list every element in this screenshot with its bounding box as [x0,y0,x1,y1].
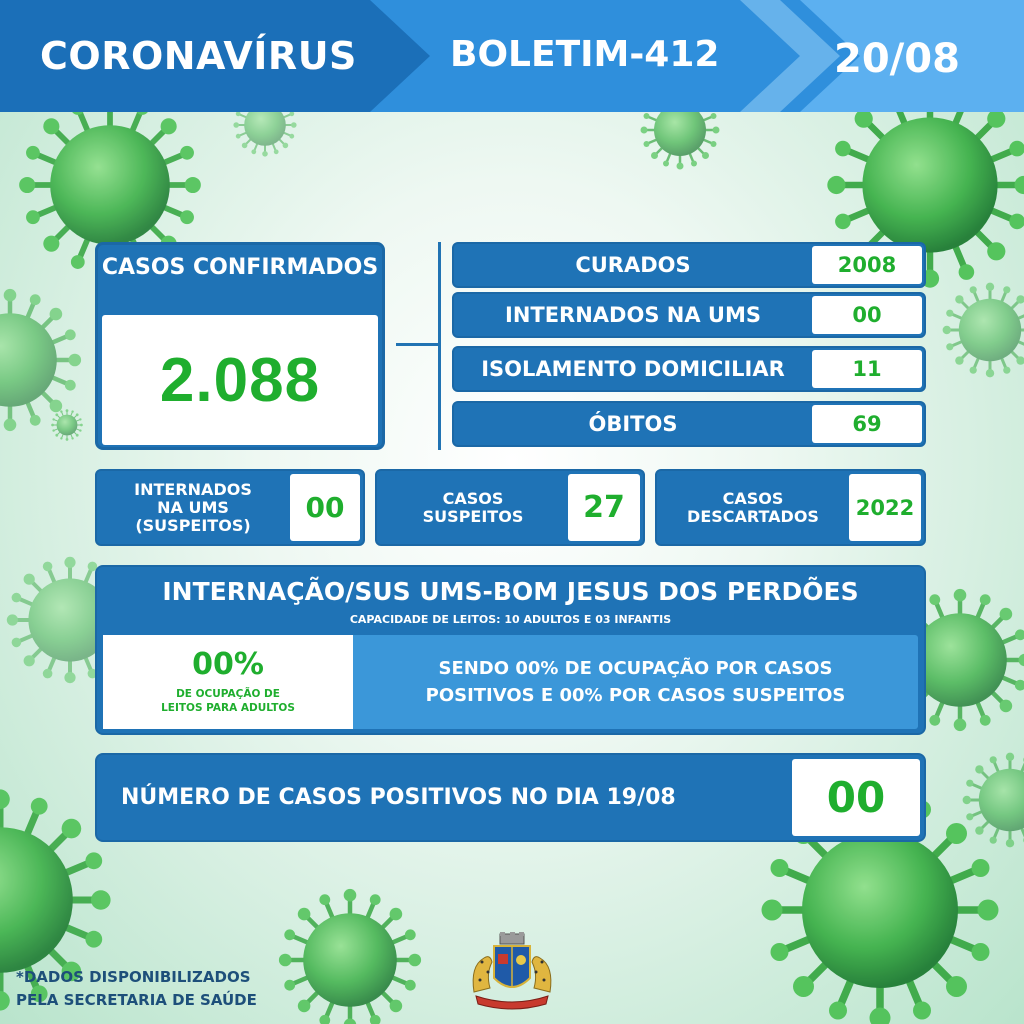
card-internados-suspeitos [95,469,365,546]
occupancy-detail-line: SENDO 00% DE OCUPAÇÃO POR CASOS [438,658,833,679]
card-label [657,471,849,544]
card-label-line: NA UMS [157,497,229,517]
occupancy-percent-label [103,687,353,715]
connector-bracket [438,242,441,450]
stat-label: INTERNADOS NA UMS [505,303,761,327]
confirmed-cases-value: 2.088 [159,345,321,415]
daily-cases-value: 00 [826,773,886,822]
card-label [97,471,289,544]
occupancy-capacity: CAPACIDADE DE LEITOS: 10 ADULTOS E 03 INFANTIS [349,613,672,626]
stat-row-isolamento [452,346,926,392]
stat-value: 2008 [812,246,922,284]
stat-label: CURADOS [575,253,691,277]
stat-row-curados [452,242,926,288]
occupancy-percent: 00% [192,647,264,682]
stat-label: ISOLAMENTO DOMICILIAR [481,357,785,381]
card-label-line: DESCARTADOS [687,506,819,526]
stat-row-obitos [452,401,926,447]
stat-label: ÓBITOS [588,412,678,436]
coat-of-arms-icon [464,932,560,1012]
daily-cases-value-box [792,759,920,836]
confirmed-cases-label: CASOS CONFIRMADOS [101,255,379,280]
card-casos-descartados [655,469,926,546]
card-label-line: SUSPEITOS [422,506,524,526]
card-label-line: CASOS [722,488,784,508]
footnote-line: *DADOS DISPONIBILIZADOS [16,968,251,986]
header-title: CORONAVÍRUS [40,34,357,78]
confirmed-cases-panel [95,242,385,450]
daily-cases-label: NÚMERO DE CASOS POSITIVOS NO DIA 19/08 [121,785,676,810]
occupancy-detail [353,635,918,729]
card-value: 27 [568,474,640,541]
card-value: 00 [290,474,360,541]
data-source-footnote [16,966,257,1012]
confirmed-cases-value-box [102,315,378,445]
card-label [377,471,569,544]
occupancy-label-line: DE OCUPAÇÃO DE [176,688,280,700]
bulletin-number: BOLETIM-412 [450,34,720,75]
card-label-line: (SUSPEITOS) [135,515,251,535]
stat-row-internados [452,292,926,338]
card-label-line: CASOS [442,488,504,508]
daily-positive-cases-panel [95,753,926,842]
footnote-line: PELA SECRETARIA DE SAÚDE [16,991,257,1009]
occupancy-label-line: LEITOS PARA ADULTOS [161,702,295,714]
stat-value: 00 [812,296,922,334]
connector-line [396,343,440,346]
bulletin-date: 20/08 [834,36,960,82]
stat-value: 69 [812,405,922,443]
card-casos-suspeitos [375,469,645,546]
card-label-line: INTERNADOS [134,479,252,499]
occupancy-percent-box [103,635,353,729]
hospital-occupancy-panel [95,565,926,735]
occupancy-title: INTERNAÇÃO/SUS UMS-BOM JESUS DOS PERDÕES [162,577,859,606]
header-banner [0,0,1024,112]
occupancy-detail-line: POSITIVOS E 00% POR CASOS SUSPEITOS [425,685,846,706]
stat-value: 11 [812,350,922,388]
card-value: 2022 [849,474,921,541]
